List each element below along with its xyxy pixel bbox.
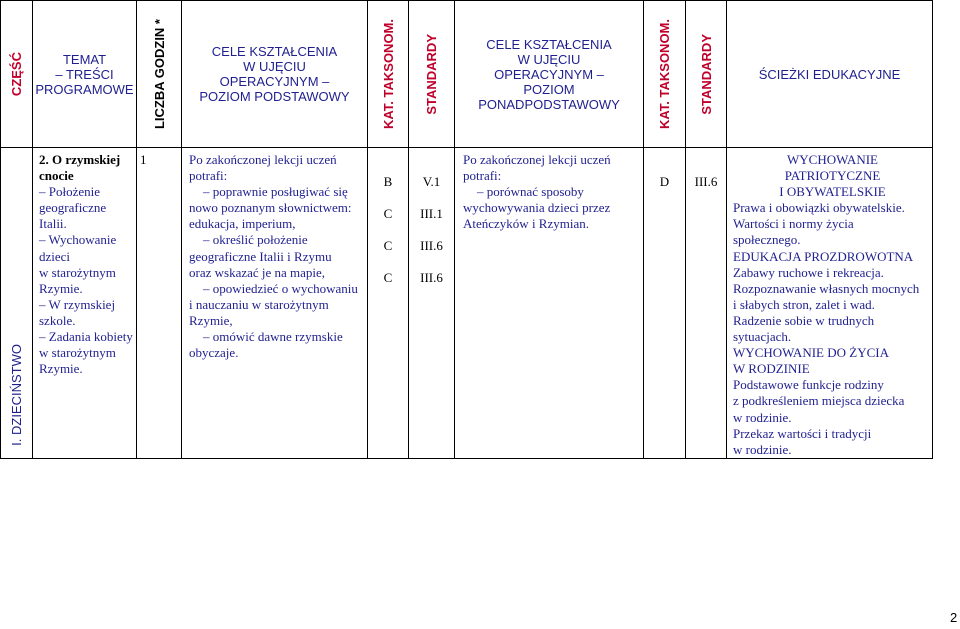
- cell-temat: 2. O rzymskiej cnocie – Położenie geograficzne Italii. – Wychowanie dzieci w starożytnym Rzymie. – W rzymskiej szkole. – Zadania kobiety w starożytnym Rzymie.: [33, 148, 137, 459]
- cell-czesc: I. DZIECIŃSTWO: [1, 148, 33, 459]
- header-row: [1, 1, 933, 148]
- header-czesc: CZĘŚĆ: [1, 1, 33, 148]
- header-temat: TEMAT – TREŚCI PROGRAMOWE: [33, 1, 137, 148]
- header-sciezki: ŚCIEŻKI EDUKACYJNE: [727, 1, 933, 148]
- header-cele-ponadpodstawowy: CELE KSZTAŁCENIA W UJĘCIU OPERACYJNYM – POZIOM PONADPODSTAWOWY: [455, 1, 644, 148]
- header-liczba: LICZBA GODZIN *: [137, 1, 182, 148]
- header-kat-taksonom-2: KAT. TAKSONOM.: [644, 1, 686, 148]
- cell-sciezki: WYCHOWANIE PATRIOTYCZNE I OBYWATELSKIE Prawa i obowiązki obywatelskie. Wartości i normy życia społecznego. EDUKACJA PROZDROWOTNA Zabawy ruchowe i rekreacja. Rozpoznawanie własnych mocnych i słabych stron, zalet i wad. Radzenie sobie w trudnych sytuacjach. WYCHOWANIE DO ŻYCIA W RODZINIE Podstawowe funkcje rodziny z podkreśleniem miejsca dziecka w rodzinie. Przekaz wartości i tradycji w rodzinie.: [727, 148, 933, 459]
- header-kat-taksonom-1: KAT. TAKSONOM.: [368, 1, 409, 148]
- cell-cele-ponadpodstawowy: Po zakończonej lekcji uczeń potrafi: – porównać sposoby wychowywania dzieci przez Ateńczyków i Rzymian.: [455, 148, 644, 459]
- cell-standardy-2: III.6: [686, 148, 727, 459]
- cell-kat-taksonom-2: D: [644, 148, 686, 459]
- cell-standardy-1: V.1 III.1 III.6 III.6: [409, 148, 455, 459]
- table-row: [1, 148, 933, 459]
- page-number: 2: [950, 610, 958, 625]
- header-cele-podstawowy: CELE KSZTAŁCENIA W UJĘCIU OPERACYJNYM – POZIOM PODSTAWOWY: [182, 1, 368, 148]
- cell-kat-taksonom-1: B C C C: [368, 148, 409, 459]
- header-standardy-1: STANDARDY: [409, 1, 455, 148]
- cell-liczba: 1: [137, 148, 182, 459]
- cell-cele-podstawowy: Po zakończonej lekcji uczeń potrafi: – poprawnie posługiwać się nowo poznanym słownictwem: edukacja, imperium, – określić położenie geograficzne Italii i Rzymu oraz wskazać je na mapie, – opowiedzieć o wychowaniu i nauczaniu w starożytnym Rzymie, – omówić dawne rzymskie obyczaje.: [182, 148, 368, 459]
- header-standardy-2: STANDARDY: [686, 1, 727, 148]
